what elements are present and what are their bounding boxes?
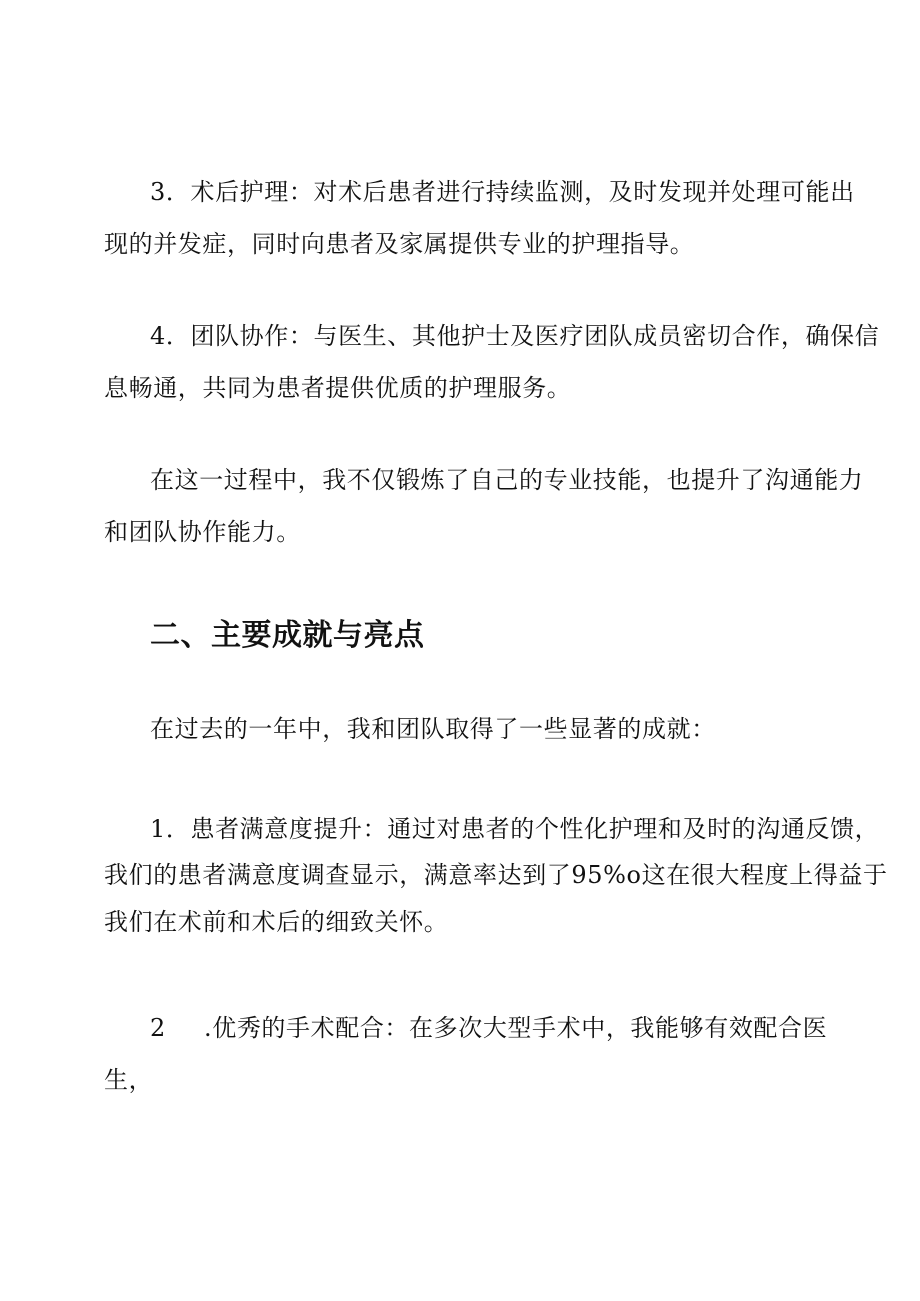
section-intro: 在过去的一年中，我和团队取得了一些显著的成就： <box>150 715 716 743</box>
p3-line1: 3．术后护理：对术后患者进行持续监测，及时发现并处理可能出 <box>150 178 855 206</box>
summary-line1: 在这一过程中，我不仅锻炼了自己的专业技能，也提升了沟通能力 <box>150 466 864 494</box>
section-heading: 二、主要成就与亮点 <box>150 618 425 653</box>
item2-line2: 生， <box>104 1066 154 1094</box>
item1-line2: 我们的患者满意度调查显示，满意率达到了95%o这在很大程度上得益于 <box>104 861 888 889</box>
summary-line2: 和团队协作能力。 <box>104 518 301 546</box>
item1-line3: 我们在术前和术后的细致关怀。 <box>104 908 449 936</box>
item2-line1 <box>150 1014 827 1042</box>
item1-line1: 1．患者满意度提升：通过对患者的个性化护理和及时的沟通反馈， <box>150 815 880 843</box>
p3-line2: 现的并发症，同时向患者及家属提供专业的护理指导。 <box>104 230 695 258</box>
item2-number: 2 <box>150 1014 166 1042</box>
p4-line2: 息畅通，共同为患者提供优质的护理服务。 <box>104 374 572 402</box>
item2-text: .优秀的手术配合：在多次大型手术中，我能够有效配合医 <box>204 1014 828 1042</box>
p4-line1: 4．团队协作：与医生、其他护士及医疗团队成员密切合作，确保信 <box>150 322 880 350</box>
